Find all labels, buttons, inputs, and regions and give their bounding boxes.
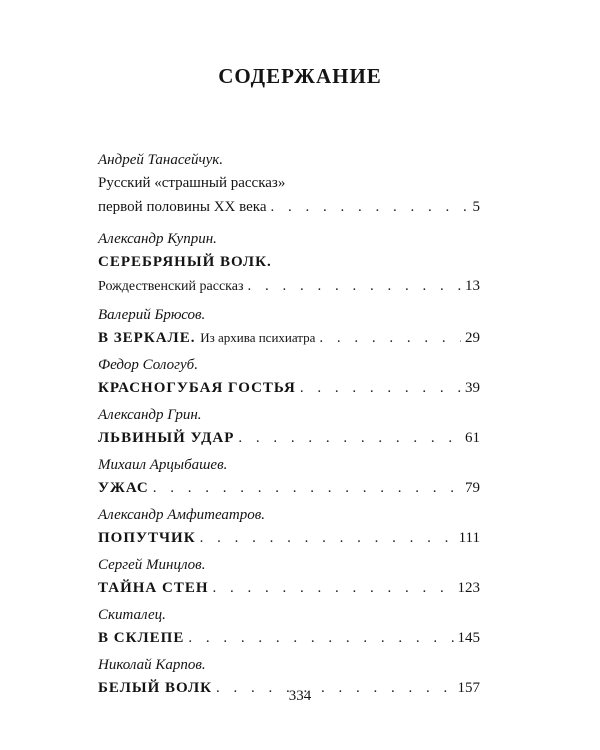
entry-title: ПОПУТЧИК <box>98 530 196 546</box>
entry-last-line <box>98 476 480 500</box>
toc-entry[interactable] <box>98 605 480 651</box>
toc-entry[interactable] <box>98 355 480 401</box>
toc-list <box>98 150 480 701</box>
leader-dots <box>200 526 455 550</box>
entry-page: 61 <box>465 430 480 446</box>
toc-entry[interactable] <box>98 555 480 601</box>
entry-last-line <box>98 626 480 650</box>
entry-page: 123 <box>457 580 480 596</box>
leader-dots <box>213 576 454 600</box>
page-number: 334 <box>288 688 312 704</box>
entry-page: 157 <box>457 680 480 696</box>
leader-dots <box>238 426 461 450</box>
entry-last-line <box>98 274 480 298</box>
toc-entry[interactable] <box>98 229 480 299</box>
entry-title-main: В ЗЕРКАЛЕ. <box>98 330 196 346</box>
leader-dots <box>153 476 461 500</box>
entry-page: 145 <box>457 630 480 646</box>
entry-author: Александр Амфитеатров. <box>98 507 265 523</box>
entry-last-line <box>98 376 480 400</box>
toc-entry[interactable] <box>98 305 480 351</box>
entry-title-line: СЕРЕБРЯНЫЙ ВОЛК. <box>98 254 272 270</box>
leader-dots <box>271 195 466 219</box>
entry-author: Скиталец. <box>98 607 166 623</box>
entry-author: Федор Сологуб. <box>98 357 198 373</box>
entry-author: Николай Карпов. <box>98 657 206 673</box>
leader-dots <box>248 274 462 298</box>
entry-title: Рождественский рассказ <box>98 279 244 294</box>
leader-dots <box>319 326 461 350</box>
entry-last-line <box>98 195 480 219</box>
entry-title: БЕЛЫЙ ВОЛК <box>98 680 213 696</box>
entry-author: Валерий Брюсов. <box>98 307 206 323</box>
entry-title: ТАЙНА СТЕН <box>98 580 209 596</box>
entry-title: КРАСНОГУБАЯ ГОСТЬЯ <box>98 380 296 396</box>
entry-title: В СКЛЕПЕ <box>98 630 185 646</box>
entry-last-line <box>98 526 480 550</box>
entry-author: Сергей Минцлов. <box>98 557 206 573</box>
entry-title: первой половины XX века <box>98 199 267 215</box>
entry-page: 5 <box>472 199 480 215</box>
toc-entry[interactable] <box>98 505 480 551</box>
entry-last-line <box>98 326 480 350</box>
toc-entry[interactable] <box>98 150 480 217</box>
entry-author: Михаил Арцыбашев. <box>98 457 228 473</box>
entry-title-line: Русский «страшный рассказ» <box>98 175 286 191</box>
entry-page: 39 <box>465 380 480 396</box>
leader-dots <box>188 626 453 650</box>
entry-page: 111 <box>458 530 480 546</box>
page-title: СОДЕРЖАНИЕ <box>218 64 382 88</box>
entry-author: Александр Куприн. <box>98 231 217 247</box>
toc-entry[interactable] <box>98 405 480 451</box>
entry-title: ЛЬВИНЫЙ УДАР <box>98 430 235 446</box>
entry-author: Александр Грин. <box>98 407 202 423</box>
entry-last-line <box>98 576 480 600</box>
entry-page: 13 <box>465 278 480 294</box>
leader-dots <box>300 376 461 400</box>
entry-last-line <box>98 426 480 450</box>
toc-entry[interactable] <box>98 455 480 501</box>
entry-page: 79 <box>465 480 480 496</box>
entry-author: Андрей Танасейчук. <box>98 152 224 168</box>
entry-subtitle: Из архива психиатра <box>200 330 316 345</box>
entry-page: 29 <box>465 330 480 346</box>
entry-title: УЖАС <box>98 480 149 496</box>
entry-title <box>98 326 315 350</box>
